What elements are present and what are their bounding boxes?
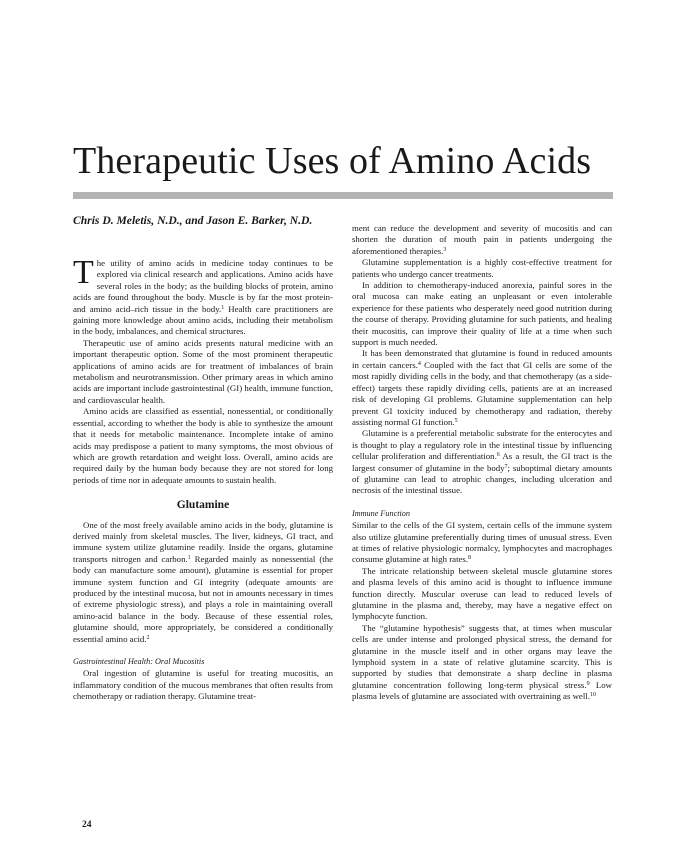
section-heading-glutamine: Glutamine bbox=[176, 499, 230, 512]
paragraph: The intricate relationship between skeletal muscle glutamine stores and plasma levels of this amino acid is thought to influence immune function directly. Muscular overuse can lead to reduced levels of glutamine in the plasma and, thereby, may have a negative effect on lymphocyte function. bbox=[352, 565, 612, 622]
paragraph: Oral ingestion of glutamine is useful for treating mucositis, an inflammatory condition of the mucous membranes that often results from chemotherapy or radiation therapy. Glutamine treat- bbox=[73, 668, 333, 702]
paragraph: One of the most freely available amino acids in the body, glutamine is derived mainly from skeletal muscles. The liver, kidneys, GI tract, and immune system utilize glutamine readily. Inside the organs, glutamine transports nitrogen and carbon.$^1$ Regarded mainly as nonessential (the body can manufacture some amount), glutamine is essential for proper immune system function and GI integrity (adequate amounts are produced by the intestinal mucosa, but not in amounts necessary in times of extreme physiologic stress), and plays a role in maintaining overall amino-acid balance in the body. Because of these essential roles, glutamine should, more appropriately, be considered a conditionally essential amino acid.$^2$ bbox=[73, 519, 333, 644]
article-title: Therapeutic Uses of Amino Acids bbox=[73, 140, 592, 182]
page-number: 24 bbox=[82, 820, 92, 830]
paragraph: Glutamine is a preferential metabolic substrate for the enterocytes and is thought to play a regulatory role in the intestinal tissue by influencing cellular proliferation and differentiation.$^6$ As a result, the GI tract is the largest consumer of glutamine in the body$^7$; suboptimal dietary amounts of glutamine can lead to atrophic changes, including ulceration and necrosis of the intestinal tissue. bbox=[352, 428, 613, 496]
right-column bbox=[352, 223, 612, 703]
drop-cap: T bbox=[73, 254, 94, 291]
title-rule bbox=[73, 192, 613, 199]
paragraph: In addition to chemotherapy-induced anorexia, painful sores in the oral mucosa can make eating an unpleasant or even intolerable experience for these patients who desperately need good nutrition during the course of therapy. Providing glutamine for such patients, and healing their mucositis, can improve their quality of life at a time when such support is much needed. bbox=[352, 280, 612, 348]
intro-paragraph: The utility of amino acids in medicine today continues to be explored via clinical research and applications. Amino acids have several roles in the body; as the building blocks of protein, amino acids are found throughout the body. Muscle is by far the most protein- and amino acid–rich tissue in the body.$^1$ Health care practitioners are gaining more knowledge about amino acids, including their metabolism in the body, imbalances, and chemical structures. bbox=[73, 254, 334, 337]
subheading-oral-mucositis: Gastrointestinal Health: Oral Mucositis bbox=[73, 657, 205, 666]
paragraph: Amino acids are classified as essential, nonessential, or conditionally essential, according to whether the body is able to synthesize the amount that it needs for metabolic maintenance. Incomplete intake of amino acids may predispose a patient to many symptoms, the most obvious of which are growth retardation and weight loss. Overall, amino acids are required daily by the human body because they are not stored for long periods of time nor in adequate amounts to sustain health. bbox=[73, 406, 333, 485]
paragraph: Therapeutic use of amino acids presents natural medicine with an important therapeutic option. Some of the most prominent therapeutic applications of amino acids are for treatment of imbalances of brain metabolism and neurotransmission. Other primary areas in which amino acids are important include gastrointestinal (GI) health, immune function, and cardiovascular health. bbox=[73, 337, 333, 405]
left-column bbox=[73, 254, 334, 703]
paragraph: ment can reduce the development and severity of mucositis and can shorten the duration of mouth pain in patients undergoing the aforementioned therapies.$^3$ bbox=[352, 223, 612, 256]
subheading-immune-function: Immune Function bbox=[352, 508, 410, 518]
paragraph: It has been demonstrated that glutamine is found in reduced amounts in certain cancers.$^4$ Coupled with the fact that GI cells are some of the most rapidly dividing cells in the body, and that chemotherapy (as a side-effect) targets these rapidly dividing cells, patients are at an increased risk of developing GI problems. Glutamine supplementation can help prevent GI toxicity induced by chemotherapy and radiation, thereby assisting normal GI function.$^5$ bbox=[352, 348, 613, 427]
paragraph: Glutamine supplementation is a highly cost-effective treatment for patients who undergo cancer treatments. bbox=[352, 257, 612, 279]
paragraph: Similar to the cells of the GI system, certain cells of the immune system also utilize glutamine preferentially during times of unusual stress. Even at times of relative physiologic normalcy, lymphocytes and macrophages consume glutamine at high rates.$^8$ bbox=[352, 520, 612, 565]
byline: Chris D. Meletis, N.D., and Jason E. Barker, N.D. bbox=[73, 214, 313, 227]
paragraph: The “glutamine hypothesis” suggests that, at times when muscular cells are under intense and prolonged physical stress, the demand for glutamine in the muscle itself and in other organs may leave the lymphoid system in a state of relative glutamine scarcity. This is supported by studies that demonstrate a sharp decline in plasma glutamine concentration following long-term physical stress.$^9$ Low plasma levels of glutamine are associated with overtraining as well.$^{10}$ bbox=[352, 622, 612, 702]
